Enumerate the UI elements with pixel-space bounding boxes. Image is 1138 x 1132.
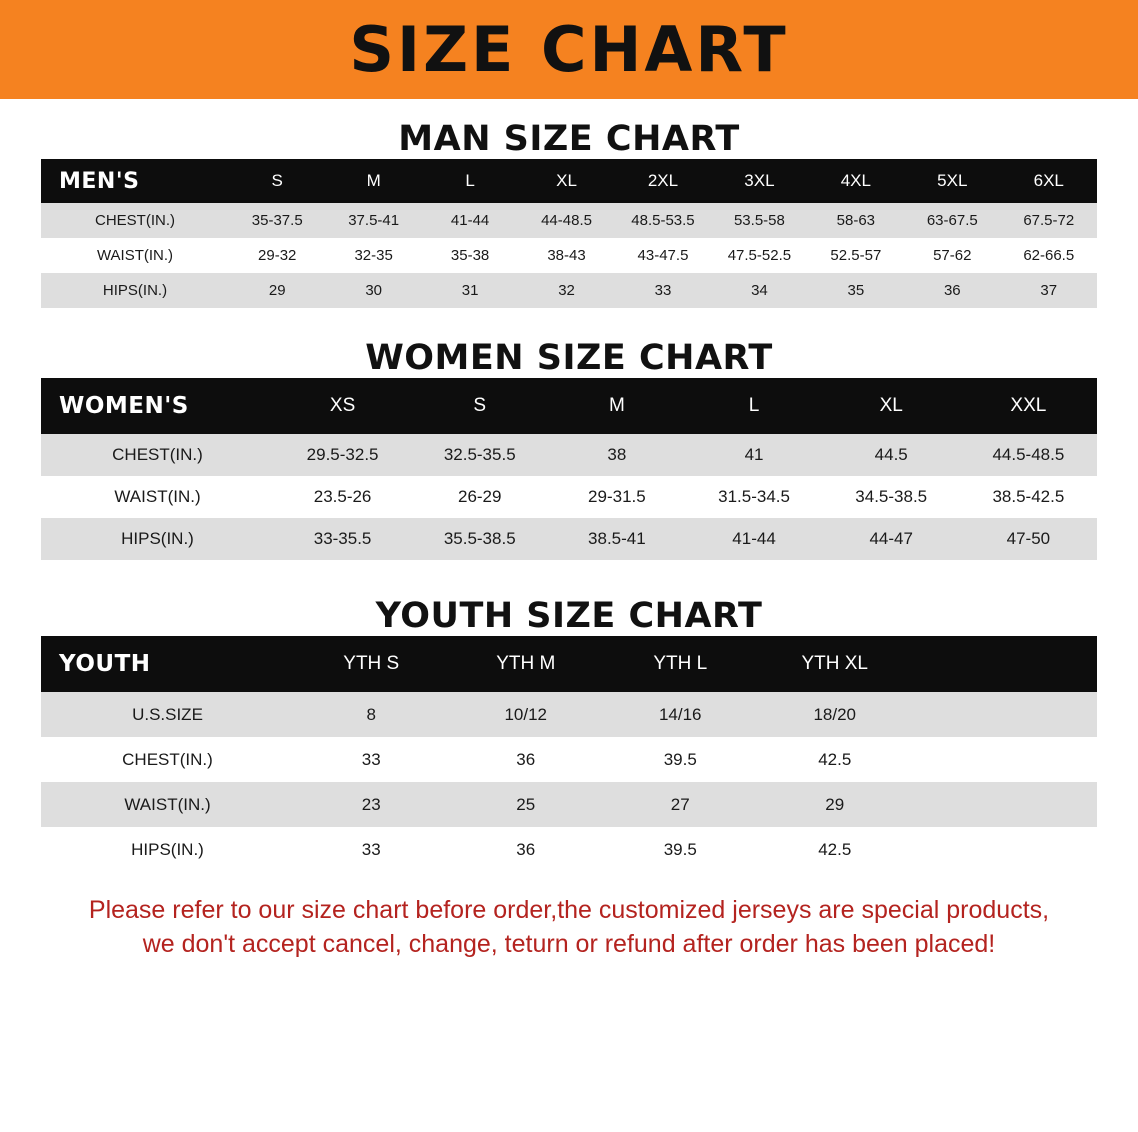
men-header-2xl: 2XL xyxy=(615,159,711,203)
women-row-label-hips: HIPS(IN.) xyxy=(41,518,274,560)
cell-empty xyxy=(912,782,1097,827)
cell: 39.5 xyxy=(603,827,758,872)
cell: 41-44 xyxy=(422,203,518,238)
men-header-3xl: 3XL xyxy=(711,159,807,203)
women-header-m: M xyxy=(548,378,685,434)
cell: 38-43 xyxy=(518,238,614,273)
men-size-table xyxy=(41,159,1097,308)
cell: 23 xyxy=(294,782,449,827)
cell: 57-62 xyxy=(904,238,1000,273)
cell: 29-32 xyxy=(229,238,325,273)
women-header-xxl: XXL xyxy=(960,378,1097,434)
cell: 42.5 xyxy=(758,737,913,782)
cell: 29.5-32.5 xyxy=(274,434,411,476)
cell: 44.5 xyxy=(823,434,960,476)
table-header-row xyxy=(41,636,1097,692)
men-row-label-hips: HIPS(IN.) xyxy=(41,273,229,308)
cell: 29-31.5 xyxy=(548,476,685,518)
youth-header-xl: YTH XL xyxy=(758,636,913,692)
women-header-l: L xyxy=(685,378,822,434)
women-table-body xyxy=(41,434,1097,560)
youth-row-label-ussize: U.S.SIZE xyxy=(41,692,294,737)
youth-header-spacer xyxy=(912,636,1097,692)
men-header-label: MEN'S xyxy=(41,159,229,203)
youth-header-l: YTH L xyxy=(603,636,758,692)
cell: 47-50 xyxy=(960,518,1097,560)
men-row-label-chest: CHEST(IN.) xyxy=(41,203,229,238)
cell: 42.5 xyxy=(758,827,913,872)
cell: 37.5-41 xyxy=(325,203,421,238)
women-section-title: WOMEN SIZE CHART xyxy=(365,338,773,378)
cell: 47.5-52.5 xyxy=(711,238,807,273)
cell: 35-38 xyxy=(422,238,518,273)
cell: 34 xyxy=(711,273,807,308)
women-table-head xyxy=(41,378,1097,434)
cell: 37 xyxy=(1001,273,1098,308)
banner xyxy=(0,0,1138,99)
youth-header-label: YOUTH xyxy=(41,636,294,692)
cell: 44-47 xyxy=(823,518,960,560)
cell: 31.5-34.5 xyxy=(685,476,822,518)
cell: 32 xyxy=(518,273,614,308)
cell-empty xyxy=(912,827,1097,872)
youth-row-label-chest: CHEST(IN.) xyxy=(41,737,294,782)
cell: 38.5-42.5 xyxy=(960,476,1097,518)
table-row xyxy=(41,434,1097,476)
cell: 32.5-35.5 xyxy=(411,434,548,476)
youth-table-head xyxy=(41,636,1097,692)
cell: 10/12 xyxy=(449,692,604,737)
men-table-head xyxy=(41,159,1097,203)
men-header-l: L xyxy=(422,159,518,203)
cell: 26-29 xyxy=(411,476,548,518)
youth-table-wrapper xyxy=(41,636,1097,872)
table-row xyxy=(41,737,1097,782)
youth-section-title: YOUTH SIZE CHART xyxy=(375,596,763,636)
man-table-wrapper xyxy=(41,159,1097,308)
cell: 29 xyxy=(229,273,325,308)
cell: 67.5-72 xyxy=(1001,203,1098,238)
cell: 43-47.5 xyxy=(615,238,711,273)
cell: 36 xyxy=(904,273,1000,308)
women-header-s: S xyxy=(411,378,548,434)
cell: 23.5-26 xyxy=(274,476,411,518)
cell: 38 xyxy=(548,434,685,476)
youth-row-label-waist: WAIST(IN.) xyxy=(41,782,294,827)
youth-size-table xyxy=(41,636,1097,872)
cell: 14/16 xyxy=(603,692,758,737)
table-row xyxy=(41,203,1097,238)
men-header-m: M xyxy=(325,159,421,203)
cell: 38.5-41 xyxy=(548,518,685,560)
cell: 32-35 xyxy=(325,238,421,273)
cell: 62-66.5 xyxy=(1001,238,1098,273)
men-header-6xl: 6XL xyxy=(1001,159,1098,203)
cell: 33 xyxy=(615,273,711,308)
cell-empty xyxy=(912,737,1097,782)
cell: 33 xyxy=(294,737,449,782)
cell: 35-37.5 xyxy=(229,203,325,238)
women-header-label: WOMEN'S xyxy=(41,378,274,434)
cell: 63-67.5 xyxy=(904,203,1000,238)
table-row xyxy=(41,273,1097,308)
cell: 41 xyxy=(685,434,822,476)
men-header-5xl: 5XL xyxy=(904,159,1000,203)
cell: 48.5-53.5 xyxy=(615,203,711,238)
table-header-row xyxy=(41,378,1097,434)
youth-header-m: YTH M xyxy=(449,636,604,692)
footer-note-line-2: we don't accept cancel, change, teturn or refund after order has been placed! xyxy=(142,929,996,958)
women-row-label-waist: WAIST(IN.) xyxy=(41,476,274,518)
man-section-title: MAN SIZE CHART xyxy=(398,119,740,159)
cell: 58-63 xyxy=(808,203,904,238)
cell: 36 xyxy=(449,737,604,782)
cell: 35.5-38.5 xyxy=(411,518,548,560)
table-row xyxy=(41,238,1097,273)
women-header-xs: XS xyxy=(274,378,411,434)
cell: 31 xyxy=(422,273,518,308)
table-row xyxy=(41,782,1097,827)
banner-title: SIZE CHART xyxy=(349,12,789,86)
youth-header-s: YTH S xyxy=(294,636,449,692)
table-row xyxy=(41,476,1097,518)
cell: 30 xyxy=(325,273,421,308)
table-row xyxy=(41,518,1097,560)
cell: 27 xyxy=(603,782,758,827)
footer-note xyxy=(38,894,1100,962)
cell: 53.5-58 xyxy=(711,203,807,238)
youth-row-label-hips: HIPS(IN.) xyxy=(41,827,294,872)
table-header-row xyxy=(41,159,1097,203)
cell: 34.5-38.5 xyxy=(823,476,960,518)
youth-table-body xyxy=(41,692,1097,872)
cell: 36 xyxy=(449,827,604,872)
men-header-s: S xyxy=(229,159,325,203)
women-size-table xyxy=(41,378,1097,560)
men-row-label-waist: WAIST(IN.) xyxy=(41,238,229,273)
table-row xyxy=(41,827,1097,872)
cell: 29 xyxy=(758,782,913,827)
cell-empty xyxy=(912,692,1097,737)
women-row-label-chest: CHEST(IN.) xyxy=(41,434,274,476)
cell: 41-44 xyxy=(685,518,822,560)
cell: 8 xyxy=(294,692,449,737)
cell: 44.5-48.5 xyxy=(960,434,1097,476)
cell: 33 xyxy=(294,827,449,872)
women-header-xl: XL xyxy=(823,378,960,434)
women-table-wrapper xyxy=(41,378,1097,560)
cell: 35 xyxy=(808,273,904,308)
men-header-xl: XL xyxy=(518,159,614,203)
cell: 39.5 xyxy=(603,737,758,782)
cell: 52.5-57 xyxy=(808,238,904,273)
men-header-4xl: 4XL xyxy=(808,159,904,203)
cell: 44-48.5 xyxy=(518,203,614,238)
cell: 25 xyxy=(449,782,604,827)
cell: 33-35.5 xyxy=(274,518,411,560)
cell: 18/20 xyxy=(758,692,913,737)
footer-note-line-1: Please refer to our size chart before order,the customized jerseys are special products, xyxy=(88,896,1050,924)
men-table-body xyxy=(41,203,1097,308)
table-row xyxy=(41,692,1097,737)
